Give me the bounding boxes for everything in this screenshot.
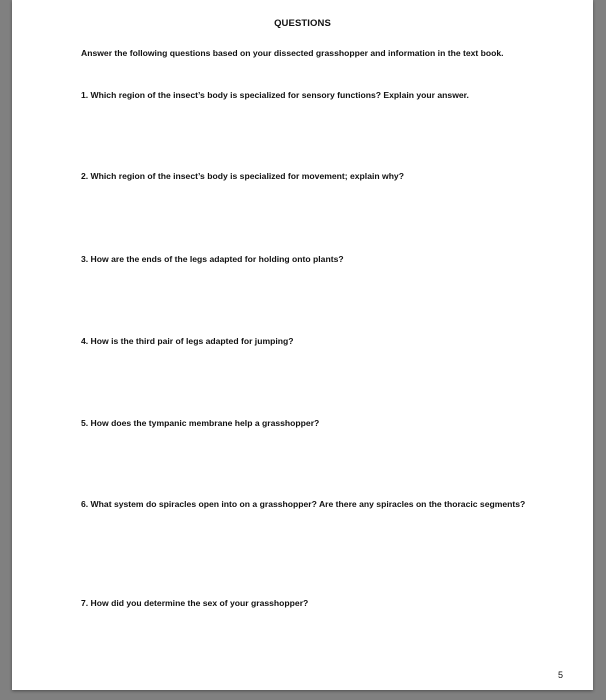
question-4: 4. How is the third pair of legs adapted for jumping? xyxy=(81,336,294,346)
question-3: 3. How are the ends of the legs adapted for holding onto plants? xyxy=(81,254,344,264)
page-number: 5 xyxy=(557,670,563,680)
instructions-text: Answer the following questions based on your dissected grasshopper and information in the text book. xyxy=(81,48,504,58)
document-page xyxy=(12,0,593,690)
question-7: 7. How did you determine the sex of your grasshopper? xyxy=(81,598,309,608)
question-2: 2. Which region of the insect’s body is specialized for movement; explain why? xyxy=(81,171,404,181)
page-title: QUESTIONS xyxy=(274,18,331,29)
question-5: 5. How does the tympanic membrane help a grasshopper? xyxy=(81,418,320,428)
question-6: 6. What system do spiracles open into on a grasshopper? Are there any spiracles on the thoracic segments? xyxy=(81,499,526,509)
question-1: 1. Which region of the insect’s body is specialized for sensory functions? Explain your answer. xyxy=(81,90,469,100)
